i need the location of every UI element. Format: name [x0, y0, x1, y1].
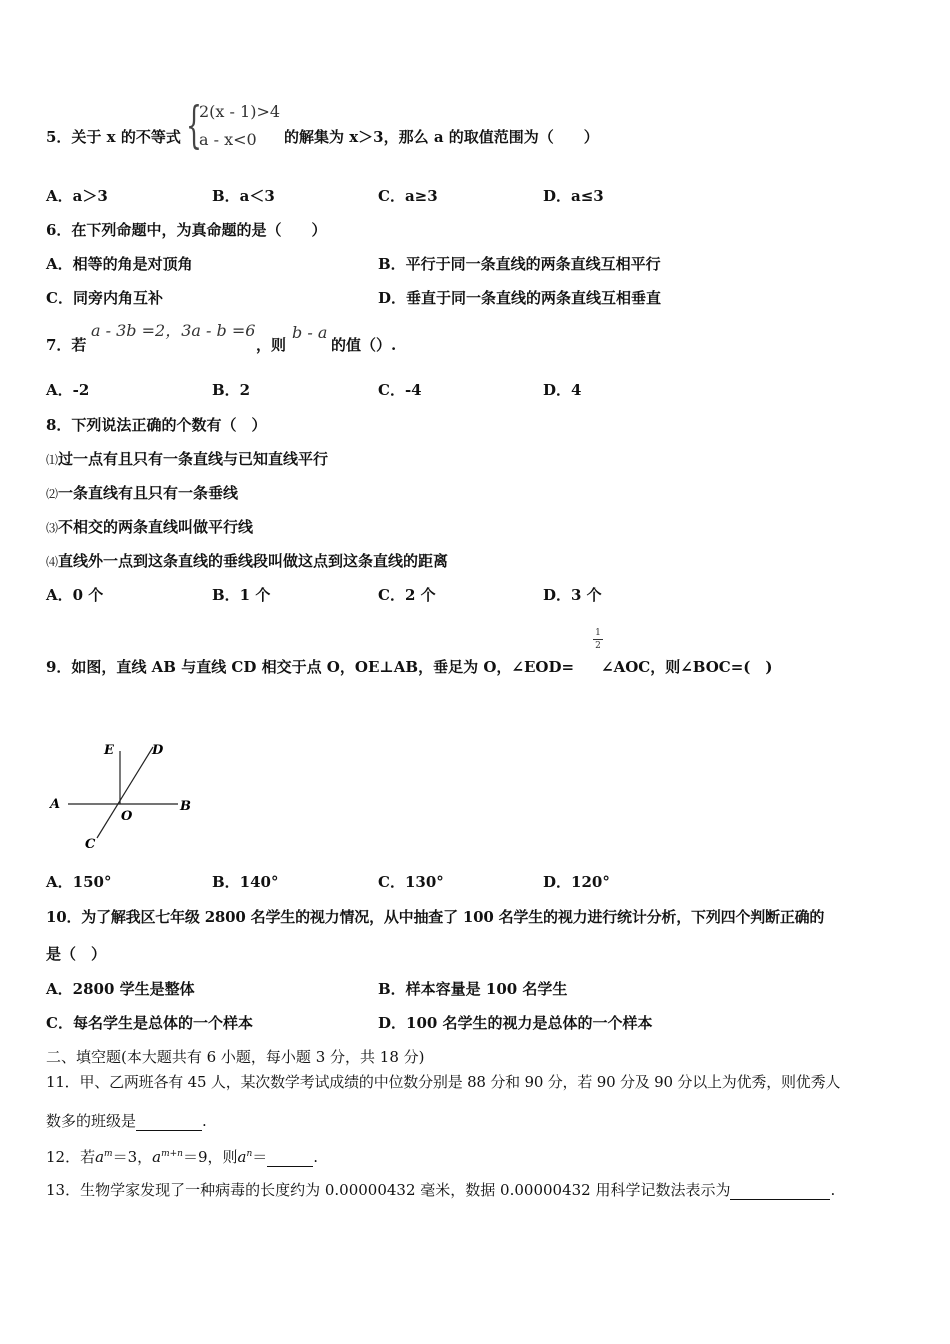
q12-a2: a: [152, 1148, 162, 1166]
q9-option-b: B．140°: [212, 873, 279, 891]
q12-answer-blank[interactable]: [267, 1146, 313, 1167]
q8-statement-3-num: ⑶: [46, 521, 59, 535]
q6-option-a: A．相等的角是对顶角: [46, 255, 193, 273]
q11-answer-blank[interactable]: [136, 1110, 202, 1131]
left-brace-icon: {: [186, 96, 202, 154]
q10-stem-line1: 10．为了解我区七年级 2800 名学生的视力情况，从中抽查了 100 名学生的视力进行统计分析，下列四个判断正确的: [46, 908, 825, 926]
q7-prefix: 7．若: [46, 336, 87, 354]
q8-statement-2-num: ⑵: [46, 487, 59, 501]
q5-system-row1: 2(x - 1)>4: [199, 102, 281, 121]
q9-stem-part2: ∠AOC，则∠BOC=( ): [601, 658, 773, 676]
q7-middle: ，则: [256, 336, 287, 354]
q9-frac-num: 1: [595, 628, 601, 638]
q13-end: .: [830, 1181, 836, 1199]
q5-option-b: B．a＜3: [212, 187, 275, 205]
q9-frac-den: 2: [595, 641, 601, 651]
q13-text: 13．生物学家发现了一种病毒的长度约为 0.00000432 毫米，数据 0.00000432 用科学记数法表示为: [46, 1181, 731, 1199]
q5-option-a: A．a＞3: [46, 187, 108, 205]
q7-option-d: D．4: [543, 381, 582, 399]
q8-statement-2-text: 一条直线有且只有一条垂线: [58, 484, 239, 502]
q8-statement-4-text: 直线外一点到这条直线的垂线段叫做这点到这条直线的距离: [58, 552, 449, 570]
q7-expr: b - a: [292, 323, 328, 342]
q8-option-c: C．2 个: [378, 586, 436, 604]
q8-statement-1-num: ⑴: [46, 453, 59, 467]
q9-fraction: [593, 628, 603, 651]
q8-statement-1: [46, 449, 328, 470]
q5-stem: [46, 127, 181, 147]
q8-statement-4-num: ⑷: [46, 555, 59, 569]
q9-option-d: D．120°: [543, 873, 610, 891]
q11-line1: 11．甲、乙两班各有 45 人，某次数学考试成绩的中位数分别是 88 分和 90 分，若 90 分及 90 分以上为优秀，则优秀人: [46, 1073, 841, 1091]
frac-bar: [593, 639, 603, 640]
q5-prefix: 5．关于 x 的不等式: [46, 128, 181, 146]
label-d: D: [152, 743, 164, 758]
q10-option-d: D．100 名学生的视力是总体的一个样本: [378, 1014, 653, 1032]
q12-sup2: m+n: [161, 1149, 183, 1159]
q11-line2-text: 数多的班级是: [46, 1112, 137, 1130]
q10-option-c: C．每名学生是总体的一个样本: [46, 1014, 253, 1032]
q5-system-row2: a - x<0: [199, 130, 257, 149]
q7-option-a: A．-2: [46, 381, 90, 399]
label-e: E: [104, 743, 114, 758]
label-o: O: [121, 809, 133, 824]
q7-condition: a - 3b =2，3a - b =6: [91, 321, 256, 340]
q8-statement-2: [46, 483, 238, 504]
label-a: A: [50, 797, 61, 812]
q8-option-b: B．1 个: [212, 586, 271, 604]
q8-option-a: A．0 个: [46, 586, 104, 604]
q8-option-d: D．3 个: [543, 586, 602, 604]
q9-option-a: A．150°: [46, 873, 112, 891]
q5-option-d: D．a≤3: [543, 187, 604, 205]
q12-mid2: ＝9，则: [182, 1148, 238, 1166]
q5-option-c: C．a≥3: [378, 187, 438, 205]
q8-statement-1-text: 过一点有且只有一条直线与已知直线平行: [58, 450, 329, 468]
q12-mid3: ＝: [252, 1148, 268, 1166]
q13-stem: [46, 1179, 835, 1200]
line-cd: [97, 747, 153, 838]
q9-stem-part1: 9．如图，直线 AB 与直线 CD 相交于点 O，OE⊥AB，垂足为 O，∠EOD=: [46, 658, 575, 676]
q5-inequality-system: [186, 96, 286, 156]
q10-stem-line2: 是（ ）: [46, 945, 107, 963]
q12-sup1: m: [104, 1149, 113, 1159]
q7-option-b: B．2: [212, 381, 251, 399]
q8-stem: 8．下列说法正确的个数有（ ）: [46, 416, 267, 434]
q12-prefix: 12．若: [46, 1148, 96, 1166]
q8-statement-3-text: 不相交的两条直线叫做平行线: [58, 518, 254, 536]
section2-title: 二、填空题(本大题共有 6 小题，每小题 3 分，共 18 分): [46, 1048, 425, 1066]
q6-option-c: C．同旁内角互补: [46, 289, 163, 307]
q6-option-d: D．垂直于同一条直线的两条直线互相垂直: [378, 289, 662, 307]
q12-stem: [46, 1144, 318, 1167]
q7-suffix: 的值（）.: [331, 336, 397, 354]
q10-option-a: A．2800 学生是整体: [46, 980, 195, 998]
q5-suffix: 的解集为 x＞3，那么 a 的取值范围为（ ）: [284, 128, 599, 146]
q10-option-b: B．样本容量是 100 名学生: [378, 980, 568, 998]
q12-mid1: ＝3，: [112, 1148, 153, 1166]
label-b: B: [180, 799, 191, 814]
q6-option-b: B．平行于同一条直线的两条直线互相平行: [378, 255, 661, 273]
q8-statement-3: [46, 517, 253, 538]
q12-a1: a: [95, 1148, 105, 1166]
q13-answer-blank[interactable]: [730, 1179, 830, 1200]
label-c: C: [85, 837, 96, 852]
q8-statement-4: [46, 551, 448, 572]
q9-option-c: C．130°: [378, 873, 444, 891]
q12-a3: a: [237, 1148, 247, 1166]
q11-end: .: [202, 1112, 207, 1130]
q11-line2: [46, 1110, 207, 1131]
q12-end: .: [313, 1148, 319, 1166]
q9-figure: [40, 735, 210, 855]
q6-stem: 6．在下列命题中，为真命题的是（ ）: [46, 221, 327, 239]
q7-option-c: C．-4: [378, 381, 422, 399]
q12-sup3: n: [246, 1149, 253, 1159]
